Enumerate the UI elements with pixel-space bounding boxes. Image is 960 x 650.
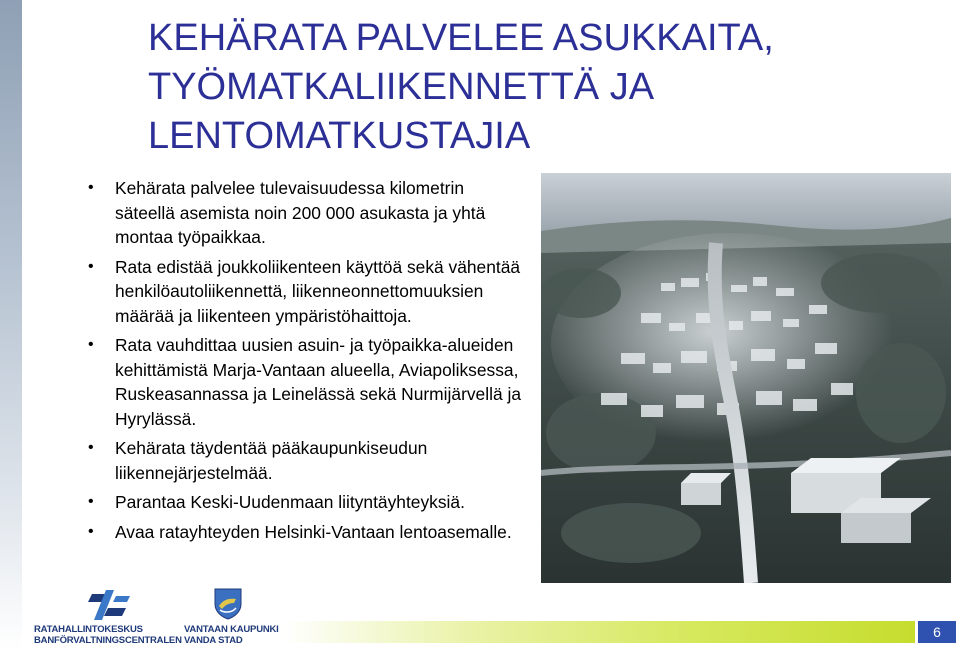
left-decorative-bar — [0, 0, 22, 650]
vantaa-name-fi: VANTAAN KAUPUNKI — [184, 624, 279, 635]
vantaa-coat-of-arms-icon — [214, 588, 242, 620]
rhk-rail-logo-icon — [86, 588, 132, 622]
slide-title — [148, 14, 908, 161]
aerial-city-rendering — [541, 173, 951, 583]
rhk-name-fi: RATAHALLINTOKESKUS — [34, 624, 143, 635]
rhk-logo — [34, 588, 184, 648]
bullet-item: • Rata vauhdittaa uusien asuin- ja työpaikka-alueiden kehittämistä Marja-Vantaan alueella, Aviapoliksessa, Ruskeasannassa ja Leinelässä sekä Nurmijärvellä ja Hyrylässä. — [88, 333, 528, 431]
bullet-item: • Kehärata täydentää pääkaupunkiseudun liikennejärjestelmää. — [88, 436, 528, 485]
title-line-2: TYÖMATKALIIKENNETTÄ JA — [148, 66, 655, 108]
footer-green-band — [283, 621, 915, 643]
vantaa-name-sv: VANDA STAD — [184, 635, 243, 646]
vantaa-logo — [184, 588, 284, 648]
title-line-1: KEHÄRATA PALVELEE ASUKKAITA, — [148, 17, 774, 59]
bullet-item: • Avaa ratayhteyden Helsinki-Vantaan lentoasemalle. — [88, 520, 528, 545]
bullet-item: • Rata edistää joukkoliikenteen käyttöä sekä vähentää henkilöautoliikennettä, liikenneonnettomuuksien määrää ja liikenteen ympäristöhaittoja. — [88, 255, 528, 329]
bullet-item: • Parantaa Keski-Uudenmaan liityntäyhteyksiä. — [88, 490, 528, 515]
bullet-list — [88, 176, 528, 549]
title-line-3: LENTOMATKUSTAJIA — [148, 115, 531, 157]
rhk-name-sv: BANFÖRVALTNINGSCENTRALEN — [34, 635, 182, 646]
page-number: 6 — [918, 621, 956, 643]
bullet-item: • Kehärata palvelee tulevaisuudessa kilometrin säteellä asemista noin 200 000 asukasta ja yhtä montaa työpaikkaa. — [88, 176, 528, 250]
